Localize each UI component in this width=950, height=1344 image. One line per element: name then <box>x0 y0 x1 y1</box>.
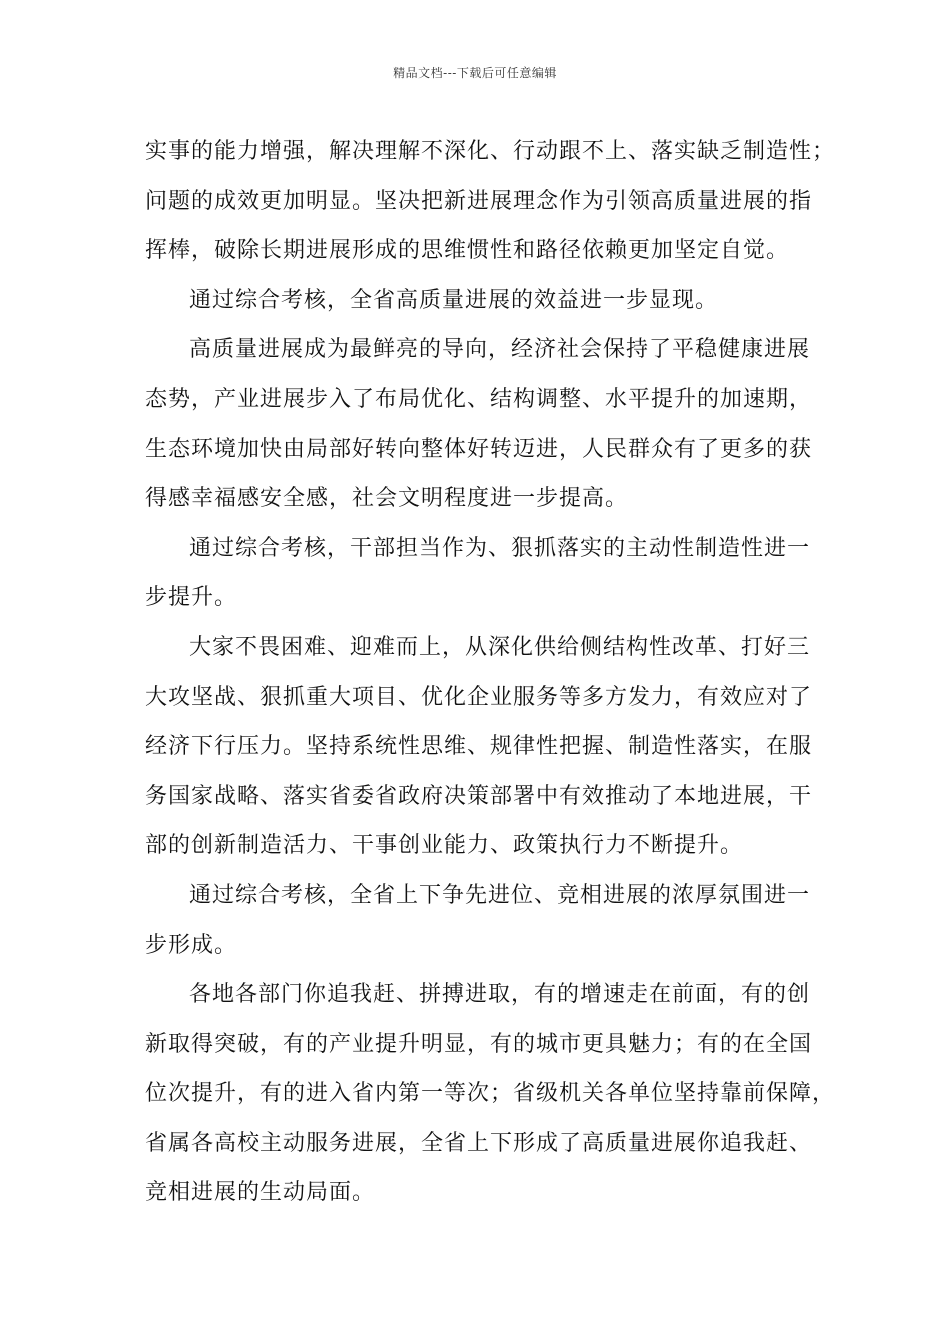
text-line: 高质量进展成为最鲜亮的导向，经济社会保持了平稳健康进展 <box>189 337 811 363</box>
text-line: 大攻坚战、狠抓重大项目、优化企业服务等多方发力，有效应对了 <box>145 684 813 710</box>
document-body <box>145 127 836 1218</box>
text-line: 步提升。 <box>145 585 238 611</box>
text-line: 通过综合考核，干部担当作为、狠抓落实的主动性制造性进一 <box>189 535 811 561</box>
text-line: 挥棒，破除长期进展形成的思维惯性和路径依赖更加坚定自觉。 <box>145 238 790 264</box>
text-line: 省属各高校主动服务进展，全省上下形成了高质量进展你追我赶、 <box>145 1130 813 1156</box>
text-line: 务国家战略、落实省委省政府决策部署中有效推动了本地进展，干 <box>145 783 813 809</box>
text-line: 生态环境加快由局部好转向整体好转迈进，人民群众有了更多的获 <box>145 436 813 462</box>
text-line: 新取得突破，有的产业提升明显，有的城市更具魅力；有的在全国 <box>145 1031 813 1057</box>
text-line: 得感幸福感安全感，社会文明程度进一步提高。 <box>145 486 629 512</box>
text-line: 通过综合考核，全省上下争先进位、竞相进展的浓厚氛围进一 <box>189 882 811 908</box>
text-line: 位次提升，有的进入省内第一等次；省级机关各单位坚持靠前保障， <box>145 1081 836 1107</box>
text-line: 大家不畏困难、迎难而上，从深化供给侧结构性改革、打好三 <box>189 634 811 660</box>
text-line: 问题的成效更加明显。坚决把新进展理念作为引领高质量进展的指 <box>145 188 813 214</box>
text-line: 态势，产业进展步入了布局优化、结构调整、水平提升的加速期， <box>145 386 813 412</box>
text-line: 步形成。 <box>145 932 238 958</box>
page-header: 精品文档---下载后可任意编辑 <box>393 66 557 80</box>
text-line: 部的创新制造活力、干事创业能力、政策执行力不断提升。 <box>145 833 744 859</box>
text-line: 竞相进展的生动局面。 <box>145 1180 376 1206</box>
text-line: 通过综合考核，全省高质量进展的效益进一步显现。 <box>189 287 719 313</box>
text-line: 经济下行压力。坚持系统性思维、规律性把握、制造性落实，在服 <box>145 734 813 760</box>
text-line: 各地各部门你追我赶、拼搏进取，有的增速走在前面，有的创 <box>189 982 811 1008</box>
text-line: 实事的能力增强，解决理解不深化、行动跟不上、落实缺乏制造性； <box>145 139 836 164</box>
